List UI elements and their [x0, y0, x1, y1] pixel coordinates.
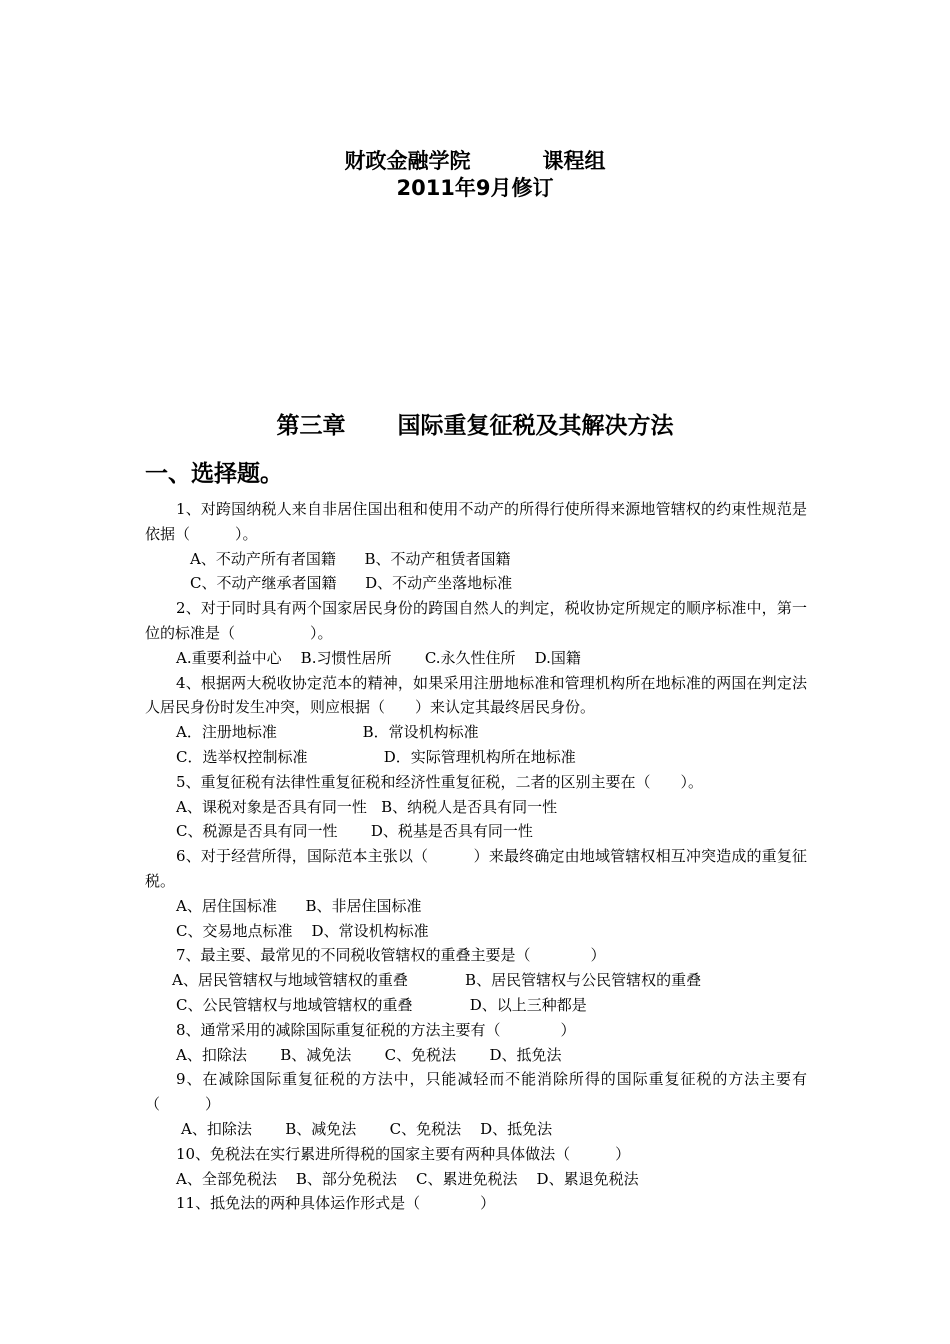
question-text: 7、最主要、最常见的不同税收管辖权的重叠主要是（ ） [176, 946, 606, 965]
answer-options: A、扣除法 B、减免法 C、免税法 D、抵免法 [176, 1045, 562, 1064]
answer-options: C．选举权控制标准 D．实际管理机构所在地标准 [176, 747, 576, 766]
question-text: 10、免税法在实行累进所得税的国家主要有两种具体做法（ ） [176, 1144, 631, 1163]
answer-options: A、居住国标准 B、非居住国标准 [176, 896, 422, 915]
answer-options: A.重要利益中心 B.习惯性居所 C.永久性住所 D.国籍 [176, 648, 581, 667]
answer-options: C、税源是否具有同一性 D、税基是否具有同一性 [176, 822, 533, 841]
answer-options: C、公民管辖权与地域管辖权的重叠 D、以上三种都是 [176, 995, 587, 1014]
question-text: 9、在减除国际重复征税的方法中，只能减轻而不能消除所得的国际重复征税的方法主要有（ ） [145, 1070, 807, 1114]
question-text: 5、重复征税有法律性重复征税和经济性重复征税，二者的区别主要在（ ）。 [176, 772, 704, 791]
answer-options: A、全部免税法 B、部分免税法 C、累进免税法 D、累退免税法 [176, 1169, 639, 1188]
chapter-number: 第三章 [276, 412, 346, 439]
document-header [0, 148, 950, 202]
question-text: 2、对于同时具有两个国家居民身份的跨国自然人的判定，税收协定所规定的顺序标准中，第一位的标准是（ ）。 [145, 599, 807, 642]
section-title: 一、选择题。 [145, 460, 283, 487]
chapter-title [0, 407, 950, 440]
question-text: 11、抵免法的两种具体运作形式是（ ） [176, 1194, 496, 1213]
chapter-name: 国际重复征税及其解决方法 [397, 412, 674, 439]
header-line-1 [0, 148, 950, 175]
answer-options: A、居民管辖权与地域管辖权的重叠 B、居民管辖权与公民管辖权的重叠 [172, 971, 702, 990]
course-group: 课程组 [542, 149, 606, 173]
answer-options: A、课税对象是否具有同一性 B、纳税人是否具有同一性 [176, 797, 558, 816]
answer-options: A．注册地标准 B．常设机构标准 [176, 723, 479, 742]
question-text: 1、对跨国纳税人来自非居住国出租和使用不动产的所得行使所得来源地管辖权的约束性规范是依据（ ）。 [145, 500, 807, 543]
answer-options: A、不动产所有者国籍 B、不动产租赁者国籍 [190, 549, 511, 568]
school-name: 财政金融学院 [344, 149, 471, 173]
question-text: 4、根据两大税收协定范本的精神，如果采用注册地标准和管理机构所在地标准的两国在判定法人居民身份时发生冲突，则应根据（ ）来认定其最终居民身份。 [145, 673, 807, 717]
answer-options: C、不动产继承者国籍 D、不动产坐落地标准 [190, 574, 513, 593]
answer-options: C、交易地点标准 D、常设机构标准 [176, 921, 429, 940]
question-list [145, 497, 807, 1216]
revision-date: 2011年9月修订 [396, 176, 554, 200]
question-text: 8、通常采用的减除国际重复征税的方法主要有（ ） [176, 1020, 576, 1039]
question-text: 6、对于经营所得，国际范本主张以（ ）来最终确定由地域管辖权相互冲突造成的重复征税。 [145, 847, 807, 890]
answer-options: A、扣除法 B、减免法 C、免税法 D、抵免法 [181, 1119, 553, 1138]
